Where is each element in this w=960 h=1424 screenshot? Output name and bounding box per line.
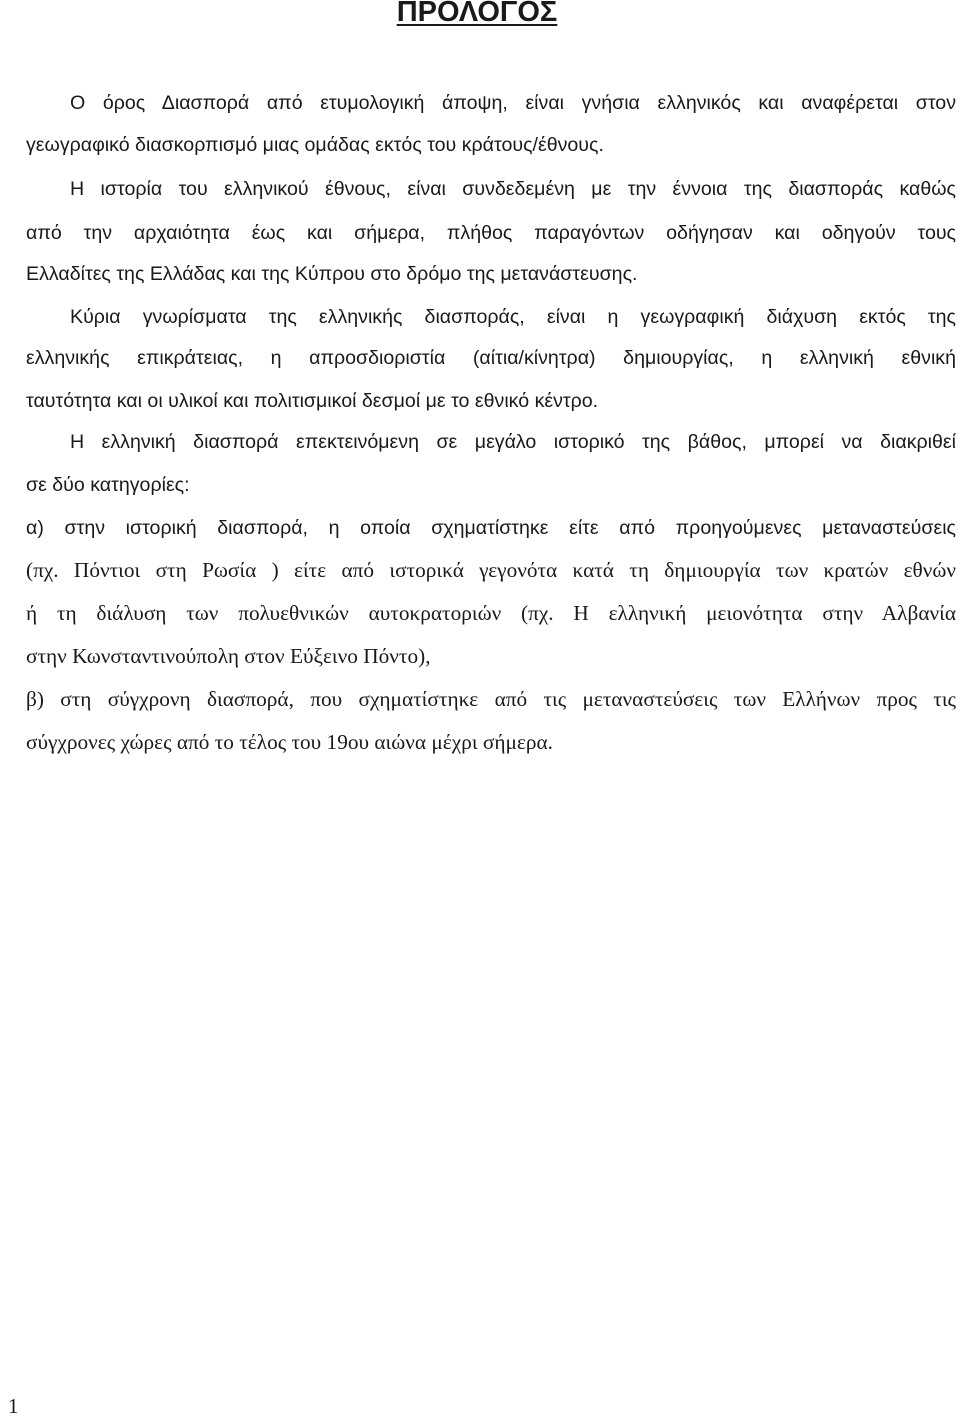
text-line: ελληνικής επικράτειας, η απροσδιοριστία (αίτια/κίνητρα) δημιουργίας, η ελληνική εθνική (26, 347, 956, 369)
text-line: Η ελληνική διασπορά επεκτεινόμενη σε μεγάλο ιστορικό της βάθος, μπορεί να διακριθεί (70, 431, 956, 453)
text-line: ταυτότητα και οι υλικοί και πολιτισμικοί δεσμοί με το εθνικό κέντρο. (26, 390, 599, 412)
text-line: Ελλαδίτες της Ελλάδας και της Κύπρου στο δρόμο της μετανάστευσης. (26, 263, 638, 285)
text-line: σε δύο κατηγορίες: (26, 474, 190, 496)
text-line: Ο όρος Διασπορά από ετυμολογική άποψη, είναι γνήσια ελληνικός και αναφέρεται στον (70, 92, 956, 114)
text-line: γεωγραφικό διασκορπισμό μιας ομάδας εκτός του κράτους/έθνους. (26, 134, 604, 156)
text-line: σύγχρονες χώρες από το τέλος του 19ου αιώνα μέχρι σήμερα. (26, 730, 553, 754)
text-line: (πχ. Πόντιοι στη Ρωσία ) είτε από ιστορικά γεγονότα κατά τη δημιουργία των κρατών εθνών (26, 558, 956, 582)
text-line: Η ιστορία του ελληνικού έθνους, είναι συνδεδεμένη με την έννοια της διασποράς καθώς (70, 178, 956, 200)
page-number: 1 (8, 1394, 19, 1418)
page-title: ΠΡΟΛΟΓΟΣ (396, 0, 558, 28)
text-line: α) στην ιστορική διασπορά, η οποία σχηματίστηκε είτε από προηγούμενες μεταναστεύσεις (26, 517, 956, 539)
text-line: β) στη σύγχρονη διασπορά, που σχηματίστηκε από τις μεταναστεύσεις των Ελλήνων προς τις (26, 687, 956, 711)
text-line: Κύρια γνωρίσματα της ελληνικής διασποράς, είναι η γεωγραφική διάχυση εκτός της (70, 306, 956, 328)
text-line: ή τη διάλυση των πολυεθνικών αυτοκρατοριών (πχ. Η ελληνική μειονότητα στην Αλβανία (26, 601, 956, 625)
text-line: στην Κωνσταντινούπολη στον Εύξεινο Πόντο), (26, 644, 431, 668)
text-line: από την αρχαιότητα έως και σήμερα, πλήθος παραγόντων οδήγησαν και οδηγούν τους (26, 222, 956, 244)
